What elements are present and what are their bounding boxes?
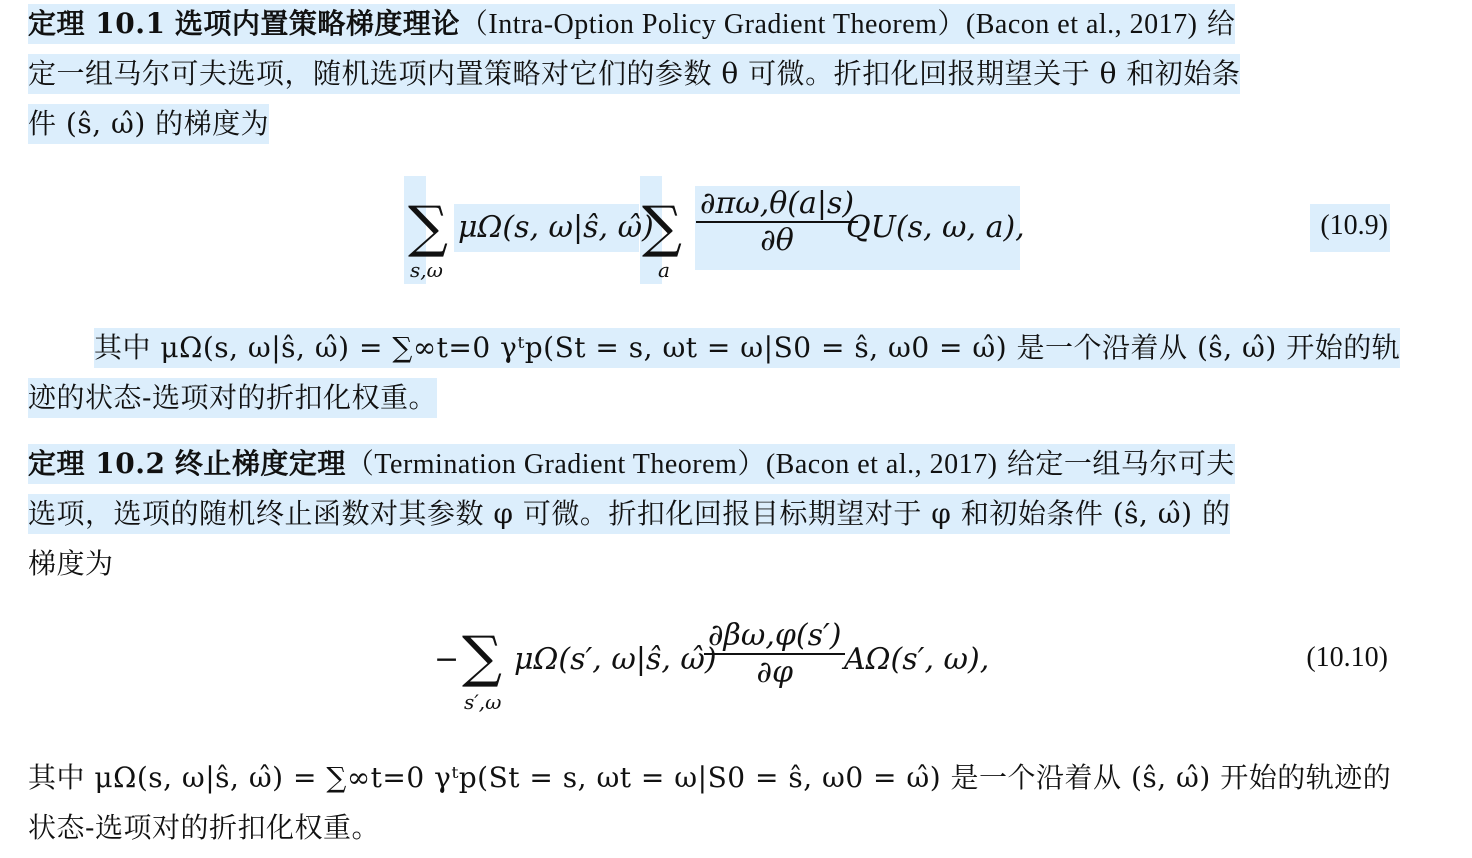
equation-10-10	[462, 625, 502, 690]
sum-symbol: ∑	[642, 195, 682, 260]
theorem-10-1-name: 选项内置策略梯度理论	[174, 7, 460, 40]
fraction	[696, 186, 858, 258]
fraction-numerator: ∂βω,φ(s′)	[704, 618, 845, 655]
sum-symbol-2	[642, 195, 682, 260]
theorem-10-2-name: 终止梯度定理	[174, 447, 346, 480]
mu-term: μΩ(s, ω|ŝ, ω̂)	[458, 210, 654, 245]
theorem-10-1-line-1	[28, 4, 1235, 44]
fraction-denominator: ∂θ	[760, 223, 794, 258]
fraction	[704, 618, 845, 690]
theorem-10-1-line-2: 定一组马尔可夫选项，随机选项内置策略对它们的参数 θ 可微。折扣化回报期望关于 θ 和初始条	[28, 54, 1240, 94]
equation-number: (10.9)	[1320, 210, 1388, 241]
equation-10-9	[408, 195, 448, 260]
theorem-10-2-label: 定理 10.2	[28, 447, 166, 480]
theorem-10-1-citation: （Intra-Option Policy Gradient Theorem）(Bacon et al., 2017)	[459, 9, 1198, 40]
sum-subscript: s′,ω	[464, 690, 502, 714]
fraction-body	[696, 186, 858, 258]
theorem-10-1-label: 定理 10.1	[28, 7, 166, 40]
mu-term: μΩ(s′, ω|ŝ, ω̂)	[514, 642, 717, 677]
sum-symbol: ∑	[408, 195, 448, 260]
equation-number: (10.10)	[1306, 642, 1388, 673]
fraction-body	[704, 618, 845, 690]
theorem-10-2-line-1	[28, 444, 1235, 484]
sum-subscript-2: a	[658, 258, 670, 282]
theorem-10-2-line-3: 梯度为	[28, 547, 114, 580]
sum-symbol: ∑	[462, 625, 502, 690]
q-term: QU(s, ω, a),	[846, 210, 1025, 245]
a-term: AΩ(s′, ω),	[844, 642, 990, 677]
theorem-10-1-line-3: 件 (ŝ, ω̂) 的梯度为	[28, 104, 269, 144]
fraction-numerator: ∂πω,θ(a|s)	[696, 186, 858, 223]
theorem-10-1-text: 给	[1206, 7, 1236, 40]
fraction-denominator: ∂φ	[756, 655, 793, 690]
minus-sign: −	[434, 642, 460, 677]
theorem-10-2-text: 给定一组马尔可夫	[1006, 447, 1235, 480]
theorem-10-2-line-2: 选项，选项的随机终止函数对其参数 φ 可微。折扣化回报目标期望对于 φ 和初始条件 (ŝ, ω̂) 的	[28, 494, 1230, 534]
where-10-10-line-2: 状态-选项对的折扣化权重。	[28, 811, 380, 844]
where-10-9-line-1: 其中 μΩ(s, ω|ŝ, ω̂) = ∑∞t=0 γᵗp(St = s, ωt = ω|S0 = ŝ, ω0 = ω̂) 是一个沿着从 (ŝ, ω̂) 开始的轨	[94, 328, 1400, 368]
theorem-10-2-citation: （Termination Gradient Theorem）(Bacon et al., 2017)	[345, 449, 998, 480]
where-10-10-line-1: 其中 μΩ(s, ω|ŝ, ω̂) = ∑∞t=0 γᵗp(St = s, ωt = ω|S0 = ŝ, ω0 = ω̂) 是一个沿着从 (ŝ, ω̂) 开始的轨迹的	[28, 761, 1392, 794]
sum-subscript: s,ω	[410, 258, 443, 282]
where-10-9-line-2: 迹的状态-选项对的折扣化权重。	[28, 378, 437, 418]
